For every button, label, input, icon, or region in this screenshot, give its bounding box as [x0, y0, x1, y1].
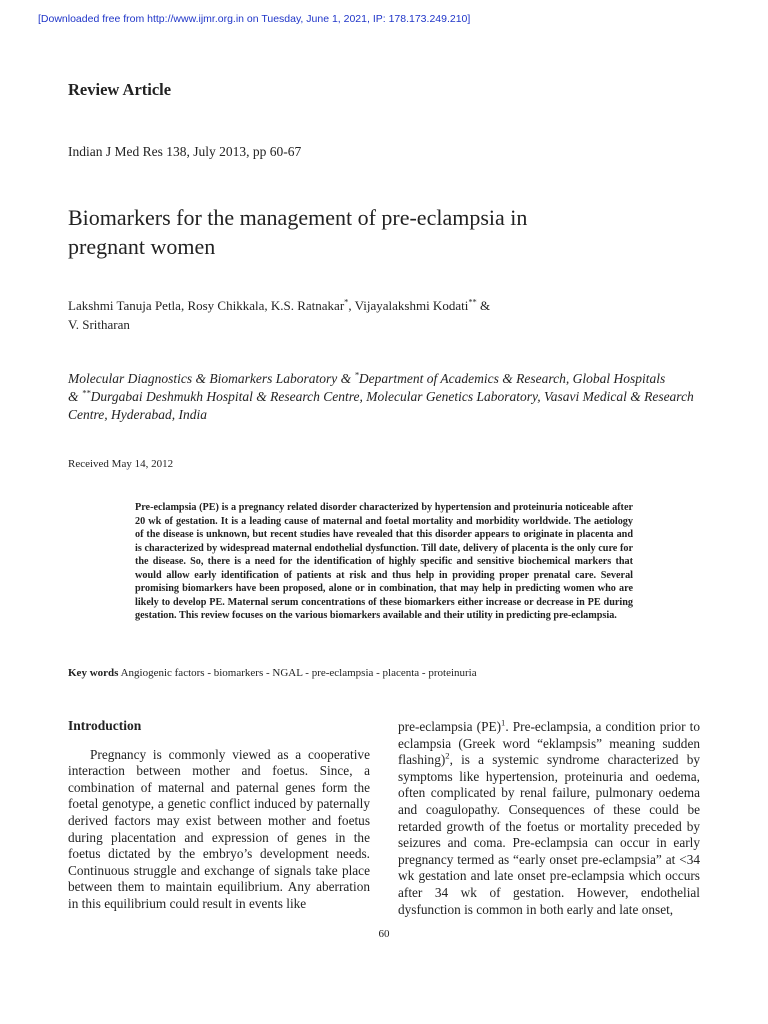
- keywords-label: Key words: [68, 667, 119, 679]
- author-list: Lakshmi Tanuja Petla, Rosy Chikkala, K.S. Ratnakar*, Vijayalakshmi Kodati** & V. Sritharan: [68, 296, 491, 332]
- author-name: Lakshmi Tanuja Petla: [68, 298, 181, 313]
- keywords: [68, 667, 698, 679]
- journal-citation: Indian J Med Res 138, July 2013, pp 60-67: [68, 144, 302, 159]
- reference-mark: 2: [445, 750, 450, 761]
- body-paragraph: Pregnancy is commonly viewed as a cooperative interaction between mother and foetus. Since, a combination of maternal and paternal genes form the foetal genotype, a genetic conflict induced by paternally derived factors may exist between mother and foetus during placentation and expression of genes in the foetus dictated by the embryo’s development needs. Continuous struggle and exchange of signals take place between them to maintain equilibrium. Any aberration in this equilibrium could result in events like: [68, 746, 370, 911]
- article-type-label: Review Article: [68, 80, 172, 99]
- title-line-1: Biomarkers for the management of pre-eclampsia in: [68, 205, 528, 230]
- affiliation-mark: **: [81, 387, 91, 398]
- affiliation-mark: **: [468, 296, 477, 307]
- author-name: V. Sritharan: [68, 317, 130, 332]
- affiliation-mark: *: [354, 369, 359, 380]
- download-notice[interactable]: [Downloaded free from http://www.ijmr.org.in on Tuesday, June 1, 2021, IP: 178.173.249.210]: [38, 13, 471, 25]
- article-title: [68, 203, 628, 261]
- body-paragraph: pre-eclampsia (PE)$^1$. Pre-eclampsia, a condition prior to eclampsia (Greek word “eklampsis” meaning sudden flashing)$^2$, is a systemic syndrome characterized by symptoms like hypertension, proteinuria and oedema, often complicated by renal failure, pulmonary oedema and coagulopathy. Consequences of these could be retarded growth of the foetus or mortality preceded by seizures and coma. Pre-eclampsia can occur in early pregnancy termed as “early onset pre-eclampsia” at <34 wk gestation and late onset pre-eclampsia which occurs after 34 wk of gestation. However, endothelial dysfunction is common in both early and late onset,: [398, 717, 701, 917]
- abstract: Pre-eclampsia (PE) is a pregnancy related disorder characterized by hypertension and proteinuria noticeable after 20 wk of gestation. It is a leading cause of maternal and foetal mortality and morbidity worldwide. The aetiology of the disease is unknown, but recent studies have revealed that this disorder appears to originate in placenta and is characterized by widespread maternal endothelial dysfunction. Till date, delivery of placenta is the only cure for the disease. So, there is a need for the identification of highly specific and sensitive biochemical markers that would allow early identification of patients at risk and thus help in providing proper prenatal care. Several promising biomarkers have been proposed, alone or in combination, that may help in predicting women who are likely to develop PE. Maternal serum concentrations of these biomarkers either increase or decrease in PE during gestation. This review focuses on the various biomarkers available and their utility in predicting pre-eclampsia.: [135, 502, 633, 621]
- affiliations: Molecular Diagnostics & Biomarkers Laboratory & *Department of Academics & Research, Global Hospitals & **Durgabai Deshmukh Hospital & Research Centre, Molecular Genetics Laboratory, Vasavi Medical & Research Centre, Hyderabad, India: [68, 369, 694, 422]
- body-column-left: [68, 718, 370, 913]
- reference-mark: 1: [501, 717, 506, 728]
- body-column-right: [398, 719, 700, 918]
- affiliation-mark: *: [344, 296, 349, 307]
- author-name: K.S. Ratnakar: [270, 298, 345, 313]
- title-line-2: pregnant women: [68, 234, 216, 259]
- received-date: Received May 14, 2012: [68, 458, 174, 470]
- section-heading: Introduction: [68, 718, 142, 733]
- keywords-list: Angiogenic factors - biomarkers - NGAL - pre-eclampsia - placenta - proteinuria: [120, 667, 477, 679]
- author-name: Rosy Chikkala: [187, 298, 265, 313]
- page-number: 60: [378, 928, 390, 940]
- author-name: Vijayalakshmi Kodati: [354, 298, 469, 313]
